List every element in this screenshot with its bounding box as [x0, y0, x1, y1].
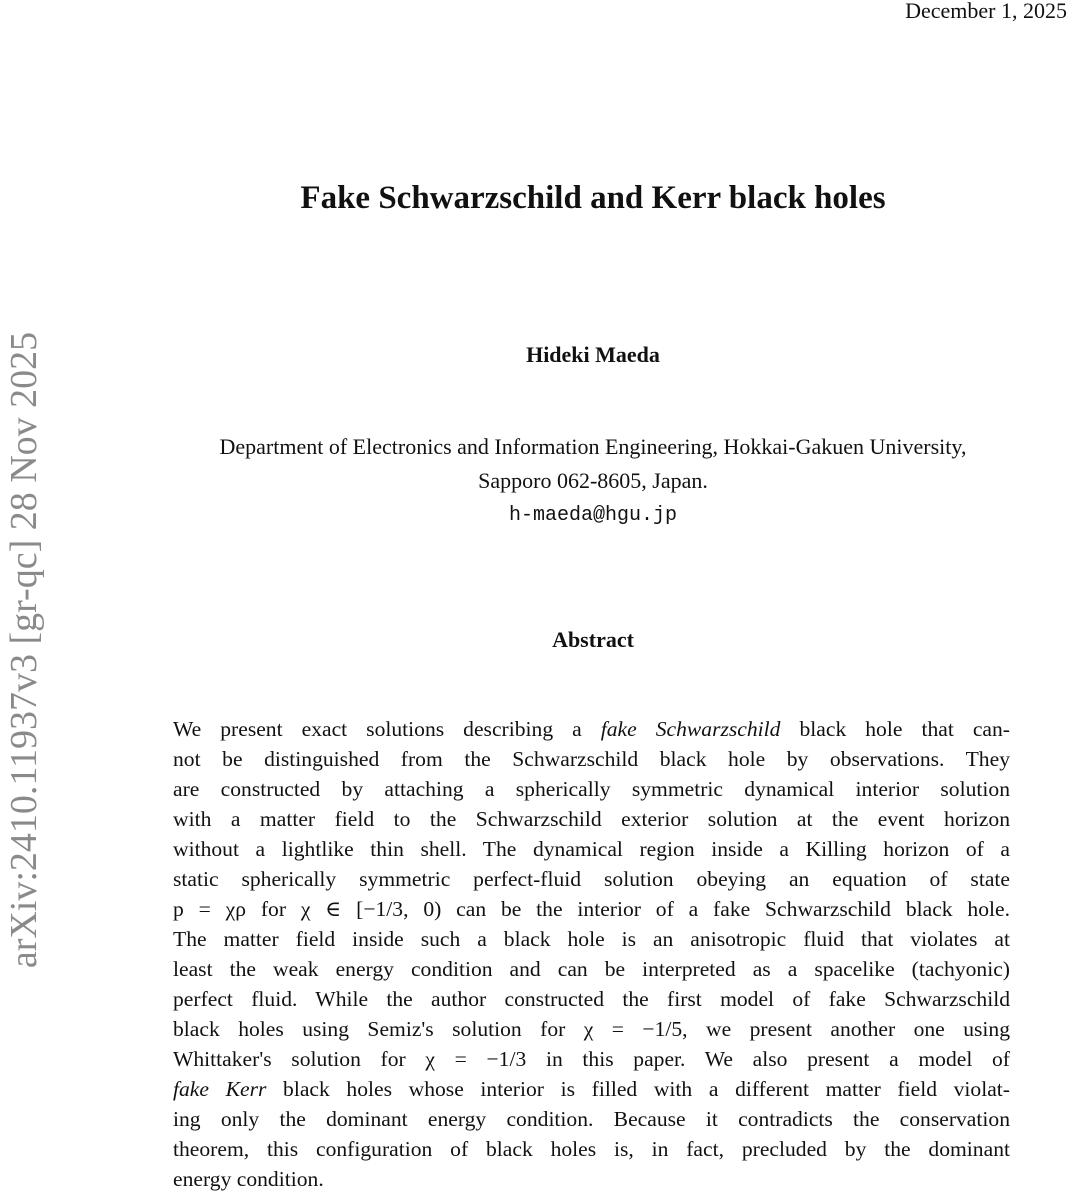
- abstract-text: with a matter field to the Schwarzschild exterior solution at the event horizon: [173, 807, 1010, 831]
- arxiv-identifier: arXiv:2410.11937v3 [gr-qc] 28 Nov 2025: [3, 331, 45, 969]
- abstract-line: [173, 774, 1010, 804]
- abstract-line: [173, 744, 1010, 774]
- abstract-line: [173, 1044, 1010, 1074]
- abstract-line: [173, 1134, 1010, 1164]
- abstract-text: black holes using Semiz's solution for χ = −1/5, we present another one using: [173, 1017, 1010, 1041]
- abstract-text: black holes whose interior is filled with a different matter field violat-: [266, 1077, 1010, 1101]
- abstract-text: least the weak energy condition and can be interpreted as a spacelike (tachyonic): [173, 957, 1010, 981]
- abstract-text: The matter field inside such a black hole is an anisotropic fluid that violates at: [173, 927, 1010, 951]
- abstract-text: energy condition.: [173, 1167, 324, 1191]
- abstract-line: [173, 804, 1010, 834]
- abstract-text: black hole that can-: [780, 717, 1010, 741]
- abstract-line: [173, 984, 1010, 1014]
- abstract-line: [173, 1074, 1010, 1104]
- date: December 1, 2025: [905, 0, 1067, 23]
- abstract-text: are constructed by attaching a spherically symmetric dynamical interior solution: [173, 777, 1010, 801]
- abstract-text: not be distinguished from the Schwarzschild black hole by observations. They: [173, 747, 1010, 771]
- abstract-line: [173, 714, 1010, 744]
- abstract-text: static spherically symmetric perfect-fluid solution obeying an equation of state: [173, 867, 1010, 891]
- abstract-line: [173, 864, 1010, 894]
- abstract-text: theorem, this configuration of black holes is, in fact, precluded by the dominant: [173, 1137, 1010, 1161]
- abstract-line: [173, 834, 1010, 864]
- abstract-text: We present exact solutions describing a: [173, 717, 601, 741]
- abstract-line: [173, 954, 1010, 984]
- abstract-text: ing only the dominant energy condition. Because it contradicts the conservation: [173, 1107, 1010, 1131]
- affiliation-line: Department of Electronics and Information Engineering, Hokkai-Gakuen University,: [219, 434, 967, 459]
- affiliation-line: Sapporo 062-8605, Japan.: [478, 468, 708, 493]
- abstract-heading: Abstract: [552, 627, 634, 652]
- author-name: Hideki Maeda: [526, 342, 660, 367]
- abstract-text: perfect fluid. While the author constructed the first model of fake Schwarzschild: [173, 987, 1010, 1011]
- abstract-line: [173, 1014, 1010, 1044]
- author-email: h-maeda@hgu.jp: [508, 504, 678, 527]
- abstract-text: p = χρ for χ ∈ [−1/3, 0) can be the interior of a fake Schwarzschild black hole.: [173, 897, 1010, 921]
- paper-title: Fake Schwarzschild and Kerr black holes: [300, 180, 886, 216]
- abstract-line: [173, 1104, 1010, 1134]
- abstract-line: [173, 924, 1010, 954]
- emphasized-text: fake Kerr: [173, 1077, 267, 1101]
- abstract-text: Whittaker's solution for χ = −1/3 in this paper. We also present a model of: [173, 1047, 1010, 1071]
- abstract-text: without a lightlike thin shell. The dynamical region inside a Killing horizon of a: [173, 837, 1010, 861]
- abstract-body: [173, 714, 1010, 1194]
- abstract-line: [173, 1164, 1010, 1194]
- emphasized-text: fake Schwarzschild: [600, 717, 781, 741]
- abstract-line: [173, 894, 1010, 924]
